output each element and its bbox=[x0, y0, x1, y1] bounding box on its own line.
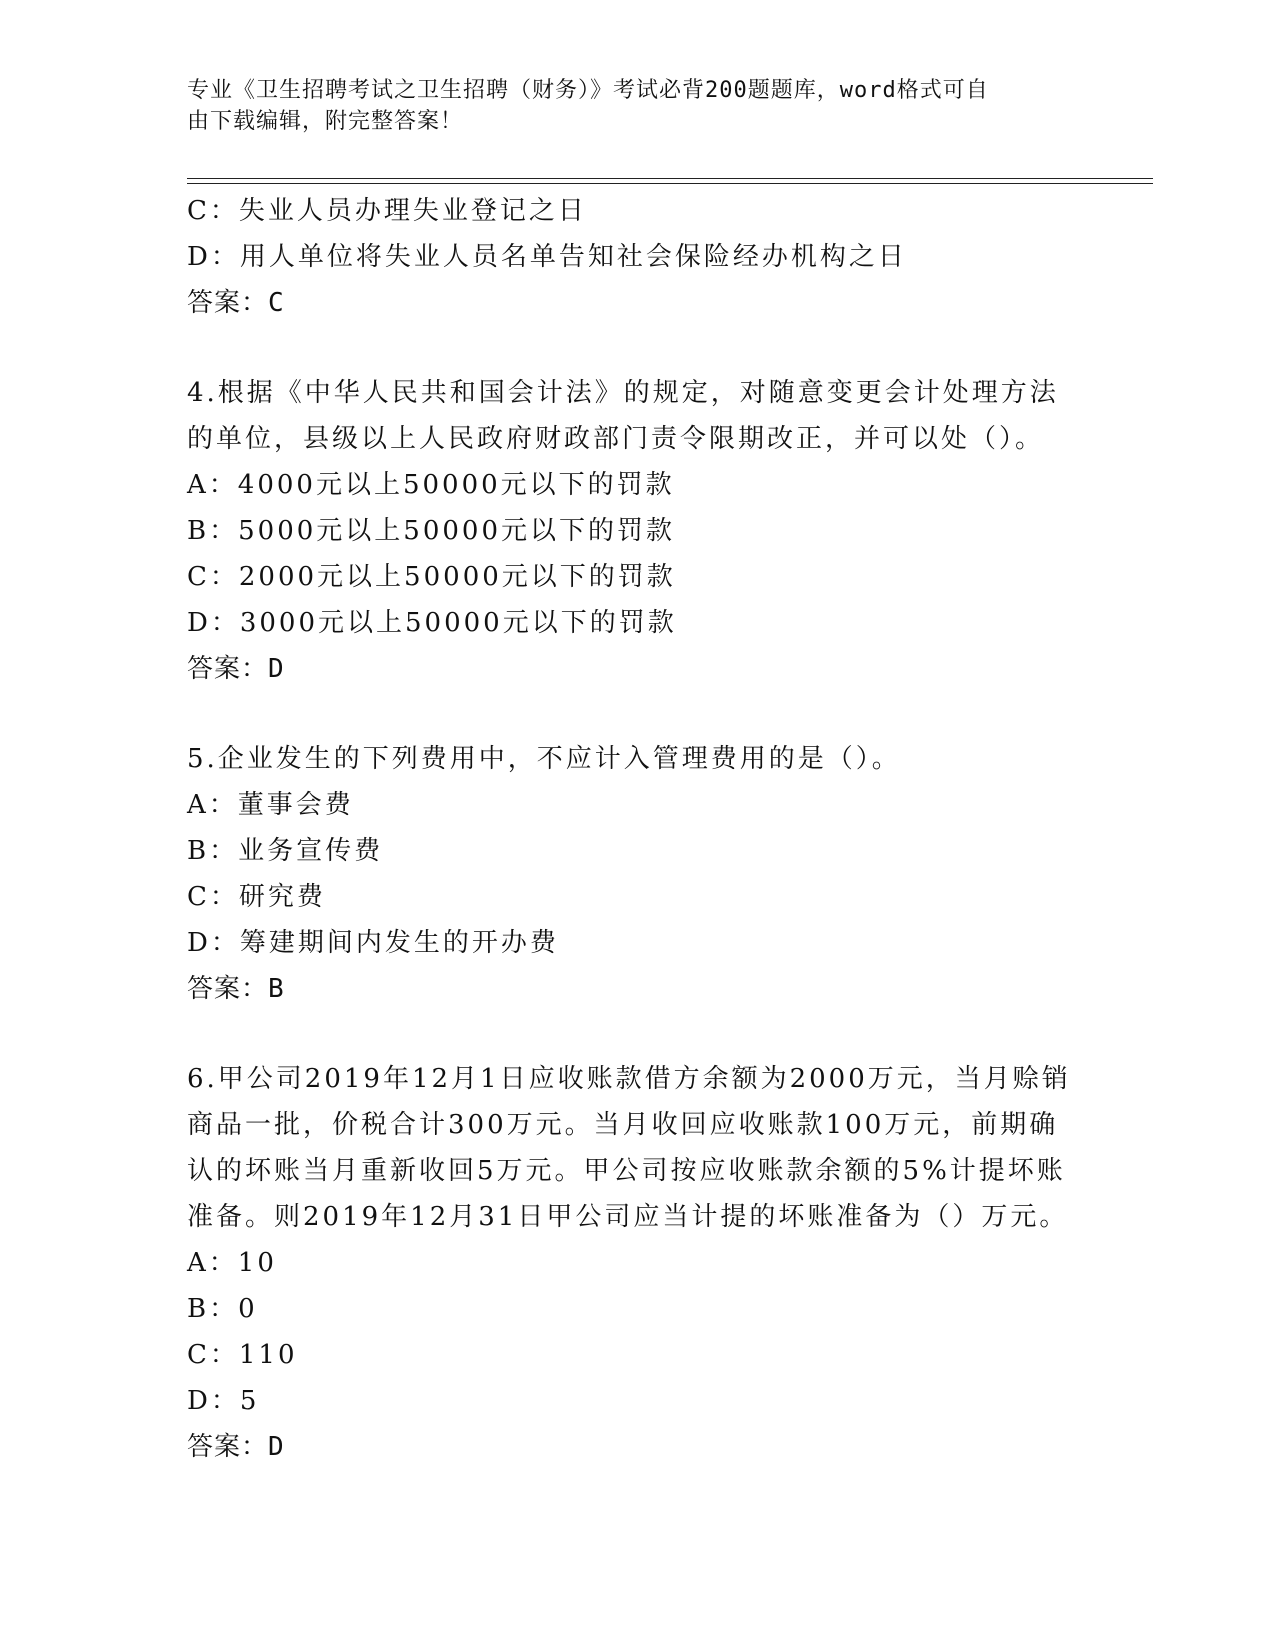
option-d: D：3000元以上50000元以下的罚款 bbox=[187, 608, 677, 638]
option-b: B：业务宣传费 bbox=[187, 836, 384, 866]
header-rule-bottom bbox=[187, 183, 1153, 184]
header-rule-top bbox=[187, 178, 1153, 179]
question-stem-line: 的单位，县级以上人民政府财政部门责令限期改正，并可以处（）。 bbox=[187, 424, 1045, 454]
question-stem-line: 认的坏账当月重新收回5万元。甲公司按应收账款余额的5%计提坏账 bbox=[187, 1156, 1066, 1186]
option-b: B：0 bbox=[187, 1294, 258, 1324]
question-stem-line: 商品一批，价税合计300万元。当月收回应收账款100万元，前期确 bbox=[187, 1110, 1059, 1140]
answer: 答案：C bbox=[187, 288, 285, 318]
spacer bbox=[187, 1012, 1127, 1056]
answer: 答案：D bbox=[187, 1432, 285, 1462]
option-c: C：研究费 bbox=[187, 882, 326, 912]
answer: 答案：B bbox=[187, 974, 285, 1004]
option-c: C：2000元以上50000元以下的罚款 bbox=[187, 562, 676, 592]
option-b: B：5000元以上50000元以下的罚款 bbox=[187, 516, 675, 546]
question-stem-line: 6.甲公司2019年12月1日应收账款借方余额为2000万元，当月赊销 bbox=[187, 1064, 1071, 1094]
document-header bbox=[187, 75, 1067, 137]
question-4 bbox=[187, 370, 1127, 692]
option-d: D：用人单位将失业人员名单告知社会保险经办机构之日 bbox=[187, 242, 907, 272]
spacer bbox=[187, 692, 1127, 736]
option-a: A：董事会费 bbox=[187, 790, 354, 820]
question-list bbox=[187, 188, 1127, 1470]
question-stem-line: 准备。则2019年12月31日甲公司应当计提的坏账准备为（）万元。 bbox=[187, 1202, 1069, 1232]
question-stem-line: 4.根据《中华人民共和国会计法》的规定，对随意变更会计处理方法 bbox=[187, 378, 1059, 408]
option-d: D：筹建期间内发生的开办费 bbox=[187, 928, 559, 958]
question-3 bbox=[187, 188, 1127, 326]
option-c: C：失业人员办理失业登记之日 bbox=[187, 196, 587, 226]
option-d: D：5 bbox=[187, 1386, 260, 1416]
question-5 bbox=[187, 736, 1127, 1012]
spacer bbox=[187, 326, 1127, 370]
question-stem-line: 5.企业发生的下列费用中，不应计入管理费用的是（）。 bbox=[187, 744, 901, 774]
header-line-1: 专业《卫生招聘考试之卫生招聘（财务）》考试必背200题题库，word格式可自 bbox=[187, 78, 989, 103]
header-line-2: 由下载编辑，附完整答案！ bbox=[187, 109, 464, 134]
option-a: A：10 bbox=[187, 1248, 277, 1278]
option-c: C：110 bbox=[187, 1340, 298, 1370]
option-a: A：4000元以上50000元以下的罚款 bbox=[187, 470, 675, 500]
question-6 bbox=[187, 1056, 1127, 1470]
answer: 答案：D bbox=[187, 654, 285, 684]
